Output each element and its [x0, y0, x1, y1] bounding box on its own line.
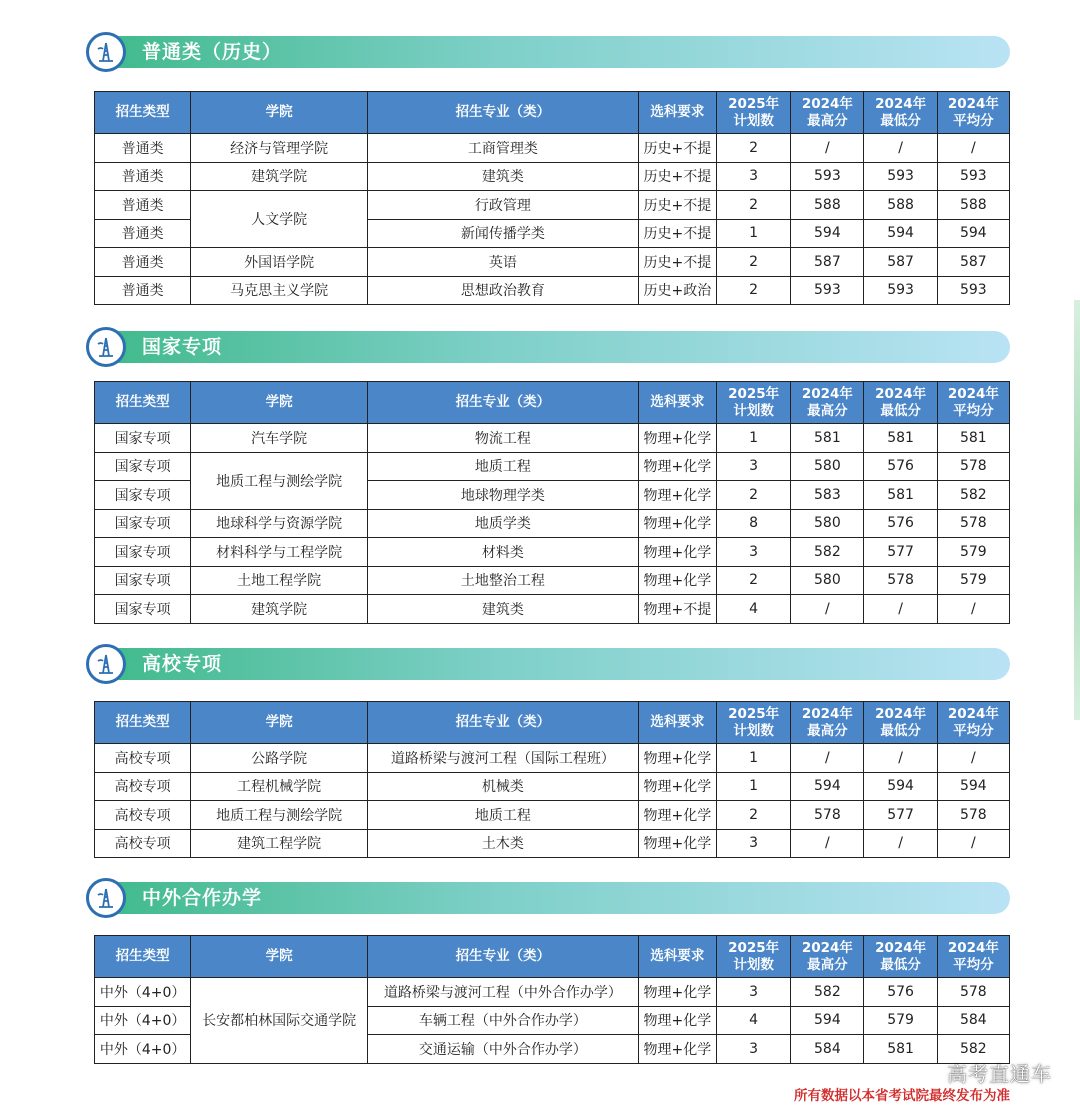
- cell-major: 英语: [367, 248, 638, 277]
- cell-max: 594: [791, 772, 864, 801]
- section-banner: [92, 648, 1010, 680]
- table-header-row: [95, 92, 1010, 134]
- table-row: [95, 162, 1010, 191]
- cell-min: /: [864, 829, 937, 858]
- cell-college: 公路学院: [191, 744, 368, 773]
- cell-college: 材料科学与工程学院: [191, 538, 368, 567]
- cell-avg: 582: [937, 481, 1009, 510]
- cell-subject: 物理+化学: [638, 566, 716, 595]
- cell-subject: 历史+政治: [638, 276, 716, 305]
- cell-plan: 1: [717, 744, 791, 773]
- cell-max: 588: [791, 191, 864, 220]
- cell-max: 582: [791, 978, 864, 1007]
- cell-plan: 4: [717, 595, 791, 624]
- cell-subject: 物理+化学: [638, 978, 716, 1007]
- header-min-score: 2024年 最低分: [864, 936, 937, 978]
- header-subject-req: 选科要求: [638, 702, 716, 744]
- section-title: 中外合作办学: [142, 887, 263, 909]
- cell-avg: 581: [937, 424, 1009, 453]
- cell-type: 高校专项: [95, 801, 191, 830]
- cell-max: 593: [791, 162, 864, 191]
- cell-plan: 3: [717, 452, 791, 481]
- cell-plan: 3: [717, 162, 791, 191]
- cell-college: 长安都柏林国际交通学院: [191, 978, 368, 1064]
- cell-major: 建筑类: [367, 595, 638, 624]
- cell-college: 马克思主义学院: [191, 276, 368, 305]
- cell-type: 国家专项: [95, 595, 191, 624]
- cell-type: 国家专项: [95, 566, 191, 595]
- cell-min: 593: [864, 276, 937, 305]
- header-subject-req: 选科要求: [638, 936, 716, 978]
- cell-avg: /: [937, 744, 1009, 773]
- cell-min: /: [864, 134, 937, 163]
- cell-type: 中外（4+0）: [95, 978, 191, 1007]
- table-row: [95, 744, 1010, 773]
- cell-type: 中外（4+0）: [95, 1006, 191, 1035]
- cell-avg: 578: [937, 978, 1009, 1007]
- header-min-score: 2024年 最低分: [864, 382, 937, 424]
- cell-max: 578: [791, 801, 864, 830]
- cell-min: 581: [864, 424, 937, 453]
- cell-avg: 587: [937, 248, 1009, 277]
- table-row: [95, 452, 1010, 481]
- cell-type: 国家专项: [95, 481, 191, 510]
- header-max-score: 2024年 最高分: [791, 382, 864, 424]
- table-header-row: [95, 702, 1010, 744]
- header-avg-score: 2024年 平均分: [937, 382, 1009, 424]
- header-plan-count: 2025年 计划数: [717, 936, 791, 978]
- header-major: 招生专业（类）: [367, 382, 638, 424]
- table-row: [95, 801, 1010, 830]
- cell-plan: 8: [717, 509, 791, 538]
- cell-min: 576: [864, 978, 937, 1007]
- cell-avg: 588: [937, 191, 1009, 220]
- cell-avg: 578: [937, 509, 1009, 538]
- section-banner: [92, 331, 1010, 363]
- cell-min: 578: [864, 566, 937, 595]
- cell-major: 建筑类: [367, 162, 638, 191]
- cell-subject: 物理+化学: [638, 509, 716, 538]
- cell-major: 新闻传播学类: [367, 219, 638, 248]
- cell-max: 583: [791, 481, 864, 510]
- cell-type: 高校专项: [95, 772, 191, 801]
- cell-plan: 4: [717, 1006, 791, 1035]
- cell-subject: 物理+化学: [638, 424, 716, 453]
- cell-subject: 历史+不提: [638, 191, 716, 220]
- cell-type: 普通类: [95, 162, 191, 191]
- cell-plan: 1: [717, 772, 791, 801]
- cell-max: 580: [791, 509, 864, 538]
- cell-max: /: [791, 134, 864, 163]
- header-subject-req: 选科要求: [638, 382, 716, 424]
- cell-avg: 579: [937, 566, 1009, 595]
- cell-major: 地质学类: [367, 509, 638, 538]
- header-college: 学院: [191, 382, 368, 424]
- section-putong-history: [92, 36, 1010, 300]
- table-header-row: [95, 382, 1010, 424]
- cell-max: 584: [791, 1035, 864, 1064]
- cell-min: /: [864, 744, 937, 773]
- cell-major: 行政管理: [367, 191, 638, 220]
- header-major: 招生专业（类）: [367, 936, 638, 978]
- cell-plan: 3: [717, 829, 791, 858]
- cell-min: 581: [864, 1035, 937, 1064]
- cell-type: 高校专项: [95, 829, 191, 858]
- cell-major: 道路桥梁与渡河工程（国际工程班）: [367, 744, 638, 773]
- cell-max: 580: [791, 566, 864, 595]
- cell-min: 576: [864, 509, 937, 538]
- header-college: 学院: [191, 936, 368, 978]
- header-plan-count: 2025年 计划数: [717, 92, 791, 134]
- cell-plan: 3: [717, 978, 791, 1007]
- cell-max: 594: [791, 1006, 864, 1035]
- cell-type: 普通类: [95, 276, 191, 305]
- cell-major: 交通运输（中外合作办学）: [367, 1035, 638, 1064]
- cell-avg: 594: [937, 219, 1009, 248]
- cell-type: 普通类: [95, 191, 191, 220]
- cell-subject: 物理+化学: [638, 1006, 716, 1035]
- table-row: [95, 829, 1010, 858]
- cell-subject: 物理+化学: [638, 772, 716, 801]
- section-banner: [92, 36, 1010, 68]
- cell-max: 593: [791, 276, 864, 305]
- cell-subject: 物理+化学: [638, 1035, 716, 1064]
- cell-avg: 593: [937, 162, 1009, 191]
- header-major: 招生专业（类）: [367, 702, 638, 744]
- cell-college: 地质工程与测绘学院: [191, 801, 368, 830]
- cell-subject: 历史+不提: [638, 248, 716, 277]
- cell-subject: 物理+化学: [638, 744, 716, 773]
- header-major: 招生专业（类）: [367, 92, 638, 134]
- section-banner: [92, 882, 1010, 914]
- cell-min: /: [864, 595, 937, 624]
- cell-max: /: [791, 744, 864, 773]
- header-avg-score: 2024年 平均分: [937, 702, 1009, 744]
- cell-major: 地球物理学类: [367, 481, 638, 510]
- cell-college: 汽车学院: [191, 424, 368, 453]
- header-enroll-type: 招生类型: [95, 702, 191, 744]
- cell-major: 车辆工程（中外合作办学）: [367, 1006, 638, 1035]
- header-enroll-type: 招生类型: [95, 92, 191, 134]
- cell-plan: 2: [717, 134, 791, 163]
- cell-min: 577: [864, 801, 937, 830]
- tower-logo-icon: [86, 878, 126, 918]
- right-edge-decoration: [1074, 300, 1080, 720]
- cell-plan: 1: [717, 424, 791, 453]
- tower-logo-icon: [86, 32, 126, 72]
- cell-max: 594: [791, 219, 864, 248]
- cell-subject: 物理+化学: [638, 538, 716, 567]
- cell-subject: 历史+不提: [638, 219, 716, 248]
- cell-max: /: [791, 595, 864, 624]
- table-row: [95, 134, 1010, 163]
- cell-college: 人文学院: [191, 191, 368, 248]
- cell-min: 594: [864, 772, 937, 801]
- header-avg-score: 2024年 平均分: [937, 92, 1009, 134]
- cell-min: 576: [864, 452, 937, 481]
- cell-max: 580: [791, 452, 864, 481]
- admission-table: [94, 701, 1010, 858]
- admission-table: [94, 381, 1010, 624]
- table-row: [95, 978, 1010, 1007]
- section-sino-foreign: [92, 882, 1010, 1058]
- table-header-row: [95, 936, 1010, 978]
- cell-avg: 578: [937, 452, 1009, 481]
- cell-max: 587: [791, 248, 864, 277]
- cell-avg: 578: [937, 801, 1009, 830]
- section-university-special: [92, 648, 1010, 853]
- cell-major: 道路桥梁与渡河工程（中外合作办学）: [367, 978, 638, 1007]
- cell-type: 高校专项: [95, 744, 191, 773]
- cell-min: 593: [864, 162, 937, 191]
- table-row: [95, 276, 1010, 305]
- cell-max: /: [791, 829, 864, 858]
- cell-subject: 物理+化学: [638, 452, 716, 481]
- header-avg-score: 2024年 平均分: [937, 936, 1009, 978]
- cell-min: 587: [864, 248, 937, 277]
- header-max-score: 2024年 最高分: [791, 702, 864, 744]
- cell-major: 地质工程: [367, 452, 638, 481]
- cell-subject: 历史+不提: [638, 162, 716, 191]
- cell-plan: 2: [717, 191, 791, 220]
- header-enroll-type: 招生类型: [95, 936, 191, 978]
- tower-logo-icon: [86, 327, 126, 367]
- cell-college: 工程机械学院: [191, 772, 368, 801]
- cell-type: 中外（4+0）: [95, 1035, 191, 1064]
- cell-college: 土地工程学院: [191, 566, 368, 595]
- cell-type: 普通类: [95, 134, 191, 163]
- section-title: 国家专项: [142, 336, 223, 358]
- cell-college: 建筑学院: [191, 162, 368, 191]
- cell-major: 地质工程: [367, 801, 638, 830]
- cell-type: 国家专项: [95, 538, 191, 567]
- cell-min: 579: [864, 1006, 937, 1035]
- cell-max: 581: [791, 424, 864, 453]
- cell-major: 工商管理类: [367, 134, 638, 163]
- cell-type: 国家专项: [95, 424, 191, 453]
- cell-subject: 物理+化学: [638, 829, 716, 858]
- table-row: [95, 191, 1010, 220]
- watermark-text: 高考直通车: [947, 1062, 1052, 1086]
- header-plan-count: 2025年 计划数: [717, 382, 791, 424]
- cell-plan: 2: [717, 481, 791, 510]
- cell-major: 机械类: [367, 772, 638, 801]
- cell-major: 土地整治工程: [367, 566, 638, 595]
- cell-type: 普通类: [95, 219, 191, 248]
- admission-table: [94, 935, 1010, 1064]
- table-row: [95, 424, 1010, 453]
- cell-subject: 物理+不提: [638, 595, 716, 624]
- section-title: 高校专项: [142, 653, 223, 675]
- cell-college: 建筑工程学院: [191, 829, 368, 858]
- section-title: 普通类（历史）: [142, 41, 283, 63]
- cell-avg: /: [937, 595, 1009, 624]
- table-row: [95, 566, 1010, 595]
- header-plan-count: 2025年 计划数: [717, 702, 791, 744]
- header-max-score: 2024年 最高分: [791, 92, 864, 134]
- admission-table: [94, 91, 1010, 305]
- header-max-score: 2024年 最高分: [791, 936, 864, 978]
- cell-min: 588: [864, 191, 937, 220]
- footer-note: 所有数据以本省考试院最终发布为准: [794, 1088, 1010, 1104]
- cell-plan: 2: [717, 566, 791, 595]
- cell-min: 594: [864, 219, 937, 248]
- cell-plan: 3: [717, 538, 791, 567]
- cell-major: 材料类: [367, 538, 638, 567]
- cell-plan: 2: [717, 801, 791, 830]
- cell-min: 581: [864, 481, 937, 510]
- table-row: [95, 538, 1010, 567]
- cell-college: 地质工程与测绘学院: [191, 452, 368, 509]
- cell-plan: 2: [717, 248, 791, 277]
- cell-major: 土木类: [367, 829, 638, 858]
- cell-avg: /: [937, 829, 1009, 858]
- header-college: 学院: [191, 702, 368, 744]
- header-subject-req: 选科要求: [638, 92, 716, 134]
- cell-avg: 594: [937, 772, 1009, 801]
- header-min-score: 2024年 最低分: [864, 92, 937, 134]
- cell-type: 国家专项: [95, 509, 191, 538]
- cell-max: 582: [791, 538, 864, 567]
- header-min-score: 2024年 最低分: [864, 702, 937, 744]
- header-enroll-type: 招生类型: [95, 382, 191, 424]
- cell-type: 普通类: [95, 248, 191, 277]
- section-national-special: [92, 331, 1010, 618]
- table-row: [95, 772, 1010, 801]
- cell-subject: 物理+化学: [638, 481, 716, 510]
- cell-college: 经济与管理学院: [191, 134, 368, 163]
- cell-plan: 3: [717, 1035, 791, 1064]
- cell-min: 577: [864, 538, 937, 567]
- cell-plan: 1: [717, 219, 791, 248]
- cell-subject: 物理+化学: [638, 801, 716, 830]
- table-row: [95, 509, 1010, 538]
- cell-type: 国家专项: [95, 452, 191, 481]
- cell-avg: /: [937, 134, 1009, 163]
- cell-avg: 582: [937, 1035, 1009, 1064]
- header-college: 学院: [191, 92, 368, 134]
- cell-avg: 579: [937, 538, 1009, 567]
- tower-logo-icon: [86, 644, 126, 684]
- cell-major: 思想政治教育: [367, 276, 638, 305]
- cell-college: 建筑学院: [191, 595, 368, 624]
- cell-subject: 历史+不提: [638, 134, 716, 163]
- cell-avg: 584: [937, 1006, 1009, 1035]
- table-row: [95, 595, 1010, 624]
- cell-major: 物流工程: [367, 424, 638, 453]
- cell-college: 地球科学与资源学院: [191, 509, 368, 538]
- table-row: [95, 248, 1010, 277]
- cell-avg: 593: [937, 276, 1009, 305]
- cell-plan: 2: [717, 276, 791, 305]
- cell-college: 外国语学院: [191, 248, 368, 277]
